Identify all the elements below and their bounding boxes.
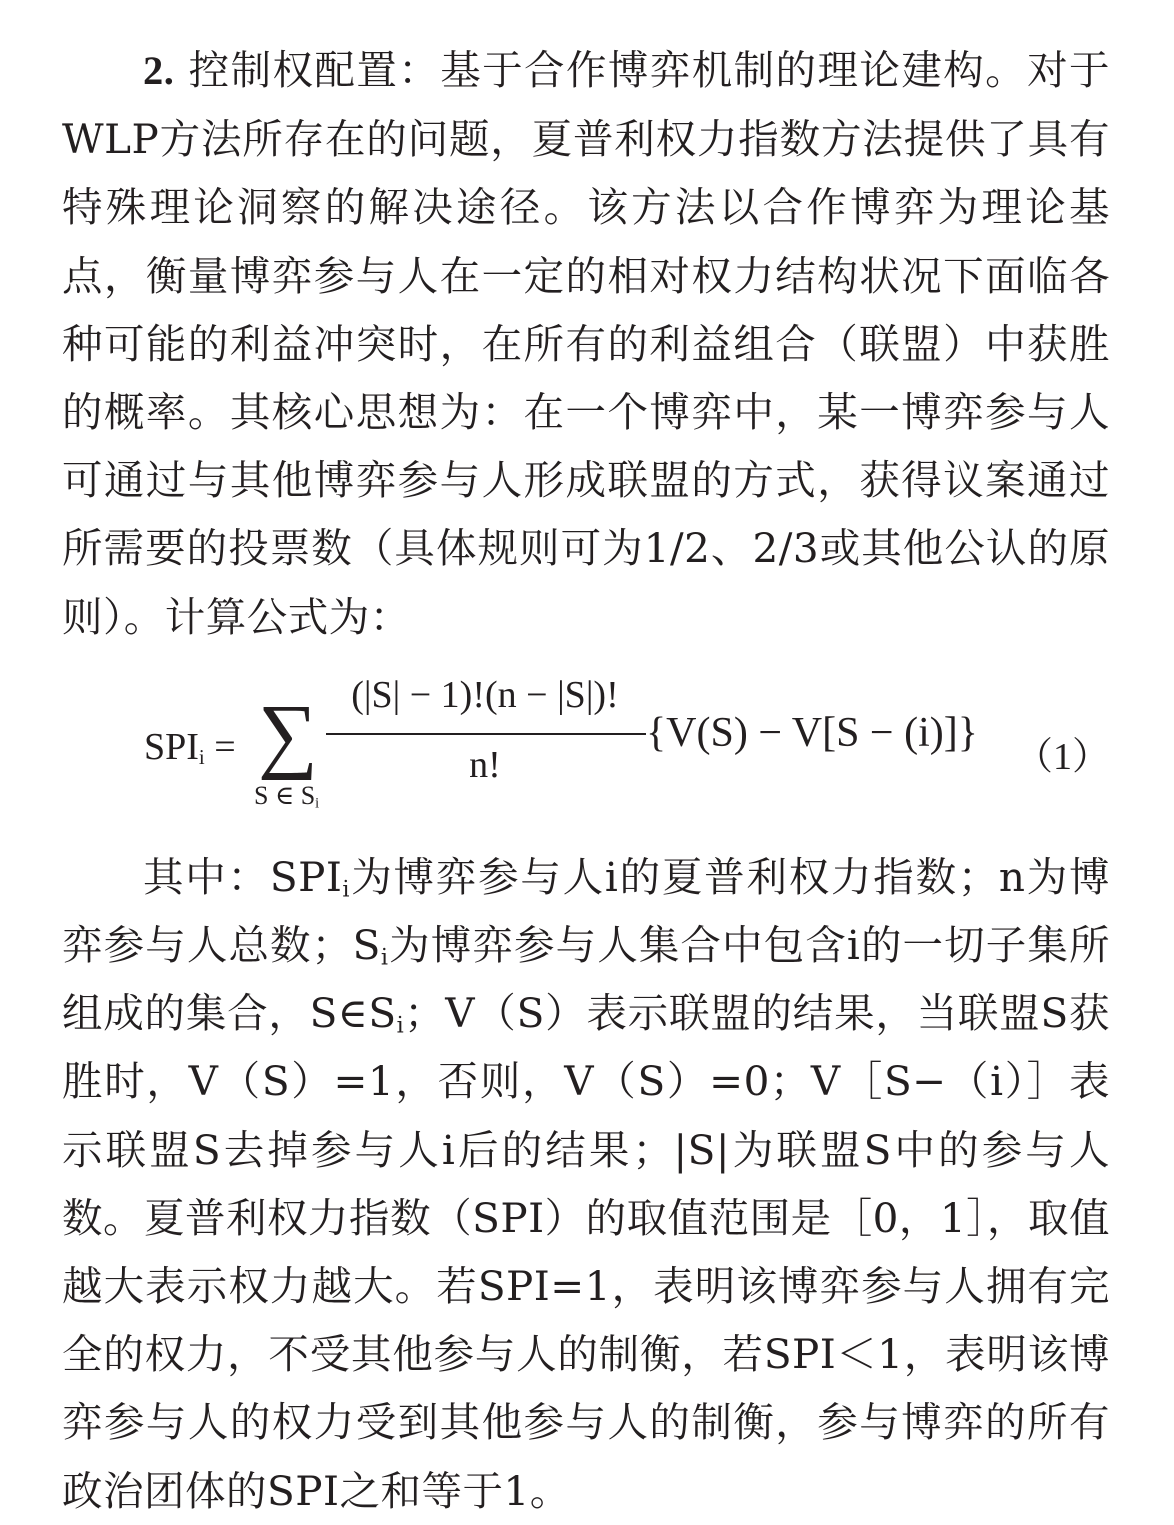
definitions-text-1: 其中：SPI (143, 852, 343, 901)
document-page (62, 36, 1110, 1525)
summation-index-subscript: i (315, 795, 320, 812)
summation-index (254, 781, 319, 811)
fraction-bar (326, 733, 646, 735)
summation-index-main: S ∈ S (254, 780, 316, 810)
formula-lhs-subscript: i (198, 745, 205, 770)
summation-symbol: ∑ (258, 687, 318, 781)
formula-lhs (144, 725, 236, 769)
definitions-sub-2: i (380, 944, 389, 971)
paragraph-control-allocation (62, 36, 1110, 651)
definitions-sub-1: i (342, 876, 350, 903)
shapley-formula (62, 663, 1110, 831)
formula-rhs: {V(S) − V[S − (i)]} (646, 709, 978, 756)
formula-equals: = (204, 725, 236, 768)
definitions-text-2: 为博弈参与人i的夏普利权力指数；n为博弈参与人总数；S (62, 852, 1110, 970)
definitions-sub-3: i (396, 1012, 405, 1039)
fraction-numerator: (|S| − 1)!(n − |S|)! (351, 673, 619, 716)
formula-lhs-main: SPI (144, 725, 199, 768)
section-number: 2. (143, 48, 175, 93)
paragraph-text: 控制权配置：基于合作博弈机制的理论建构。对于WLP方法所存在的问题，夏普利权力指数方法提供了具有特殊理论洞察的解决途径。该方法以合作博弈为理论基点，衡量博弈参与人在一定的相对权力结构状况下面临各种可能的利益冲突时，在所有的利益组合（联盟）中获胜的概率。其核心思想为：在一个博弈中，某一博弈参与人可通过与其他博弈参与人形成联盟的方式，获得议案通过所需要的投票数（具体规则可为1/2、2/3或其他公认的原则）。计算公式为： (62, 46, 1110, 641)
equation-number: （1） (1014, 735, 1110, 778)
fraction-denominator: n! (469, 743, 501, 786)
definitions-text-4: ；V（S）表示联盟的结果，当联盟S获胜时，V（S）=1，否则，V（S）=0；V［S−（i）］表示联盟S去掉参与人i后的结果；|S|为联盟S中的参与人数。夏普利权力指数（SPI）的取值范围是［0，1］，取值越大表示权力越大。若SPI=1，表明该博弈参与人拥有完全的权力，不受其他参与人的制衡，若SPI＜1，表明该博弈参与人的权力受到其他参与人的制衡，参与博弈的所有政治团体的SPI之和等于1。 (62, 989, 1110, 1515)
paragraph-definitions (62, 843, 1110, 1525)
definitions-text-3: 为博弈参与人集合中包含i的一切子集所组成的集合，S∈S (62, 921, 1111, 1038)
